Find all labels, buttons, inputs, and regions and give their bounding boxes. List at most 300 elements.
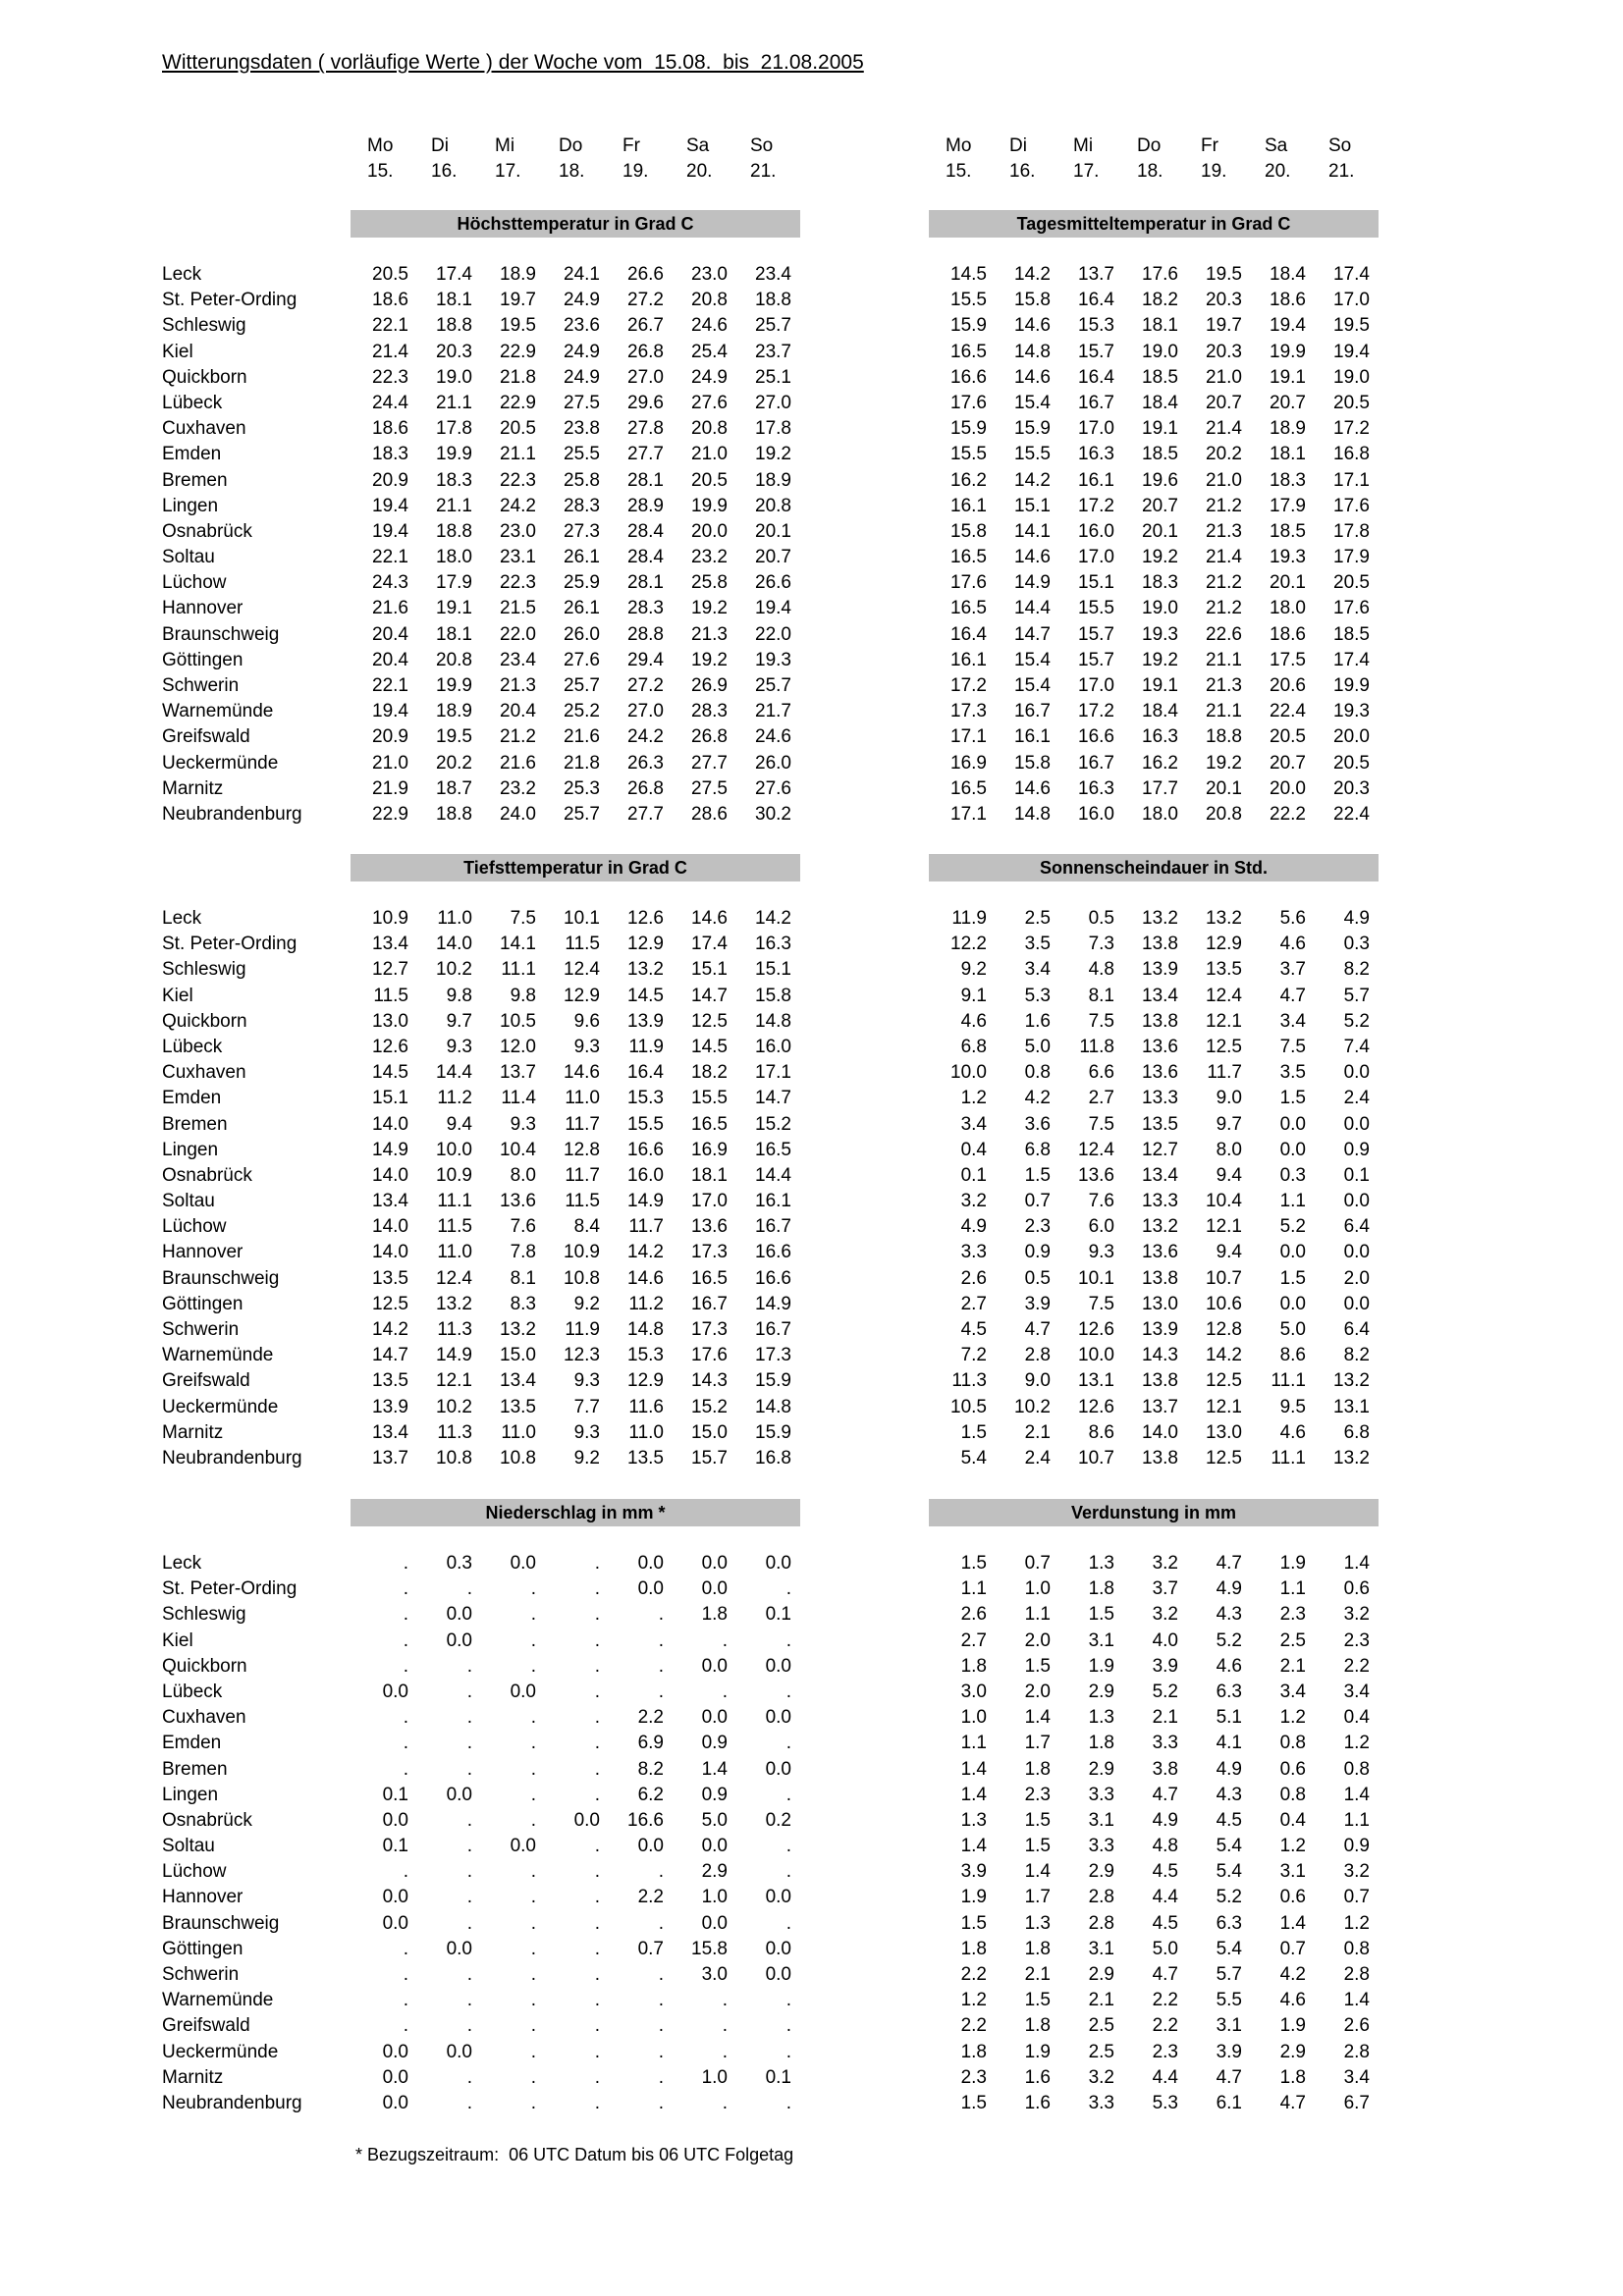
station-name: Quickborn: [162, 1655, 247, 1677]
section-header-tmin: Tiefsttemperatur in Grad C: [351, 854, 800, 881]
table-cell: 12.1: [1206, 1010, 1242, 1032]
table-cell: 11.1: [1271, 1370, 1306, 1392]
table-cell: 4.9: [1152, 1809, 1178, 1831]
table-cell: 24.0: [500, 803, 536, 825]
table-cell: 16.9: [691, 1139, 728, 1160]
table-cell: 18.5: [1333, 623, 1370, 645]
table-cell: 23.8: [564, 418, 600, 440]
station-name: Emden: [162, 1088, 222, 1109]
table-cell: 5.4: [960, 1447, 987, 1468]
table-cell: 5.4: [1216, 1836, 1242, 1857]
table-cell: 0.4: [1343, 1707, 1370, 1729]
table-cell: .: [466, 1578, 472, 1600]
table-cell: 1.5: [960, 2092, 987, 2113]
weekday-label: Sa: [686, 135, 710, 156]
table-cell: 17.8: [1333, 520, 1370, 542]
table-cell: .: [403, 1629, 408, 1651]
table-cell: .: [466, 1681, 472, 1702]
station-name: Schwerin: [162, 1964, 240, 1985]
table-cell: 14.6: [627, 1267, 664, 1289]
table-cell: 14.8: [1014, 341, 1051, 362]
table-cell: 20.7: [1206, 392, 1242, 413]
table-cell: 4.9: [1343, 908, 1370, 929]
table-cell: 13.4: [372, 934, 408, 955]
table-cell: 23.4: [755, 264, 791, 285]
table-cell: 17.9: [436, 572, 472, 594]
station-name: Warnemünde: [162, 1990, 274, 2011]
table-cell: 14.6: [1014, 366, 1051, 388]
table-cell: 1.8: [1024, 2015, 1051, 2037]
table-cell: 5.6: [1279, 908, 1306, 929]
table-cell: 23.7: [755, 341, 791, 362]
weekday-label: Di: [1009, 135, 1027, 156]
table-cell: 18.6: [1270, 623, 1306, 645]
table-cell: 6.3: [1216, 1912, 1242, 1934]
table-cell: .: [530, 1784, 536, 1805]
table-cell: 14.2: [1014, 469, 1051, 491]
table-cell: 22.0: [500, 623, 536, 645]
table-cell: .: [530, 1655, 536, 1677]
table-cell: 18.9: [755, 469, 791, 491]
table-cell: 2.3: [1343, 1629, 1370, 1651]
table-cell: 13.8: [1142, 1447, 1178, 1468]
table-cell: 17.6: [950, 572, 987, 594]
table-cell: 18.3: [1142, 572, 1178, 594]
table-cell: 4.7: [1216, 2066, 1242, 2088]
table-cell: 29.4: [627, 649, 664, 670]
table-cell: 4.6: [1279, 1421, 1306, 1443]
table-cell: 17.4: [691, 934, 728, 955]
table-cell: 18.4: [1142, 701, 1178, 722]
table-cell: 7.7: [573, 1396, 600, 1417]
table-cell: 19.2: [691, 598, 728, 619]
table-cell: 8.1: [510, 1267, 536, 1289]
table-cell: .: [530, 1964, 536, 1985]
table-cell: 0.8: [1343, 1758, 1370, 1780]
table-cell: 16.5: [691, 1113, 728, 1135]
table-cell: 17.9: [1333, 547, 1370, 568]
table-cell: .: [403, 1758, 408, 1780]
table-cell: 17.6: [691, 1345, 728, 1366]
table-cell: 3.2: [960, 1191, 987, 1212]
table-cell: 9.3: [573, 1370, 600, 1392]
table-cell: 25.3: [564, 777, 600, 799]
table-cell: 1.8: [1024, 1758, 1051, 1780]
table-cell: 0.0: [1343, 1293, 1370, 1314]
table-cell: 21.6: [500, 752, 536, 774]
table-cell: 3.4: [960, 1113, 987, 1135]
table-cell: .: [785, 1912, 791, 1934]
table-cell: 16.3: [1078, 444, 1114, 465]
table-cell: .: [594, 1861, 600, 1883]
table-cell: 8.6: [1088, 1421, 1114, 1443]
table-cell: 0.4: [1279, 1809, 1306, 1831]
table-cell: 27.7: [691, 752, 728, 774]
table-cell: 6.2: [637, 1784, 664, 1805]
table-cell: 5.2: [1152, 1681, 1178, 1702]
table-cell: 2.2: [960, 2015, 987, 2037]
table-cell: 7.5: [1088, 1113, 1114, 1135]
station-name: Braunschweig: [162, 1912, 280, 1934]
table-cell: .: [530, 1733, 536, 1754]
table-cell: 13.0: [1206, 1421, 1242, 1443]
table-cell: .: [594, 1707, 600, 1729]
table-cell: 12.1: [436, 1370, 472, 1392]
table-cell: .: [594, 1681, 600, 1702]
table-cell: 0.0: [701, 1836, 728, 1857]
station-name: Lingen: [162, 495, 219, 516]
table-cell: 1.2: [1279, 1707, 1306, 1729]
table-cell: 16.6: [755, 1267, 791, 1289]
table-cell: 3.6: [1024, 1113, 1051, 1135]
table-cell: 27.7: [627, 803, 664, 825]
table-cell: 3.5: [1279, 1062, 1306, 1084]
table-cell: 13.7: [1078, 264, 1114, 285]
table-cell: 14.6: [564, 1062, 600, 1084]
table-cell: 0.0: [1279, 1139, 1306, 1160]
table-cell: 5.3: [1152, 2092, 1178, 2113]
table-cell: 3.2: [1343, 1861, 1370, 1883]
table-cell: 12.4: [436, 1267, 472, 1289]
table-cell: 13.0: [1142, 1293, 1178, 1314]
table-cell: 18.2: [691, 1062, 728, 1084]
table-cell: 20.8: [755, 495, 791, 516]
table-cell: 2.3: [1024, 1216, 1051, 1238]
table-cell: 0.6: [1343, 1578, 1370, 1600]
table-cell: 13.8: [1142, 1010, 1178, 1032]
table-cell: .: [658, 2066, 664, 2088]
table-cell: 14.0: [372, 1242, 408, 1263]
table-cell: 1.4: [1024, 1861, 1051, 1883]
table-cell: 15.4: [1014, 649, 1051, 670]
table-cell: 3.7: [1279, 959, 1306, 981]
table-cell: 1.4: [960, 1836, 987, 1857]
table-cell: 27.6: [755, 777, 791, 799]
table-cell: 11.0: [501, 1421, 536, 1443]
table-cell: .: [403, 1733, 408, 1754]
table-cell: 16.3: [1078, 777, 1114, 799]
table-cell: 6.3: [1216, 1681, 1242, 1702]
table-cell: 0.0: [510, 1836, 536, 1857]
table-cell: 1.5: [1024, 1836, 1051, 1857]
table-cell: 7.5: [1088, 1293, 1114, 1314]
table-cell: 25.8: [564, 469, 600, 491]
table-cell: 26.1: [564, 547, 600, 568]
table-cell: 0.0: [446, 2041, 472, 2062]
table-cell: 14.8: [627, 1319, 664, 1340]
table-cell: 28.3: [564, 495, 600, 516]
section-header-precip: Niederschlag in mm *: [351, 1499, 800, 1526]
table-tmean: [929, 262, 1376, 828]
table-cell: .: [658, 1604, 664, 1626]
table-cell: 17.6: [1333, 495, 1370, 516]
table-cell: 3.7: [1152, 1578, 1178, 1600]
station-name: Hannover: [162, 598, 243, 619]
table-cell: 7.5: [1088, 1010, 1114, 1032]
table-cell: 16.7: [1078, 752, 1114, 774]
table-cell: 1.8: [1024, 1938, 1051, 1959]
table-cell: 14.5: [627, 985, 664, 1006]
table-cell: 13.2: [1333, 1370, 1370, 1392]
table-cell: 0.0: [1279, 1113, 1306, 1135]
table-cell: .: [658, 1629, 664, 1651]
table-cell: 21.1: [1206, 701, 1242, 722]
weekday-label: Fr: [1201, 135, 1218, 156]
table-cell: 3.1: [1088, 1809, 1114, 1831]
table-cell: 13.6: [1078, 1164, 1114, 1186]
table-cell: 12.5: [691, 1010, 728, 1032]
table-cell: .: [722, 1681, 728, 1702]
table-cell: 24.9: [564, 290, 600, 311]
table-cell: 2.5: [1088, 2015, 1114, 2037]
table-cell: 15.4: [1014, 392, 1051, 413]
table-cell: 18.7: [436, 777, 472, 799]
table-cell: 22.3: [500, 572, 536, 594]
table-cell: 15.8: [1014, 752, 1051, 774]
station-name: Quickborn: [162, 1010, 247, 1032]
table-cell: 20.4: [372, 649, 408, 670]
table-cell: 15.5: [1014, 444, 1051, 465]
table-cell: 2.5: [1279, 1629, 1306, 1651]
table-cell: 1.5: [960, 1912, 987, 1934]
table-cell: 0.0: [446, 1938, 472, 1959]
station-name: Warnemünde: [162, 701, 274, 722]
table-cell: 24.1: [564, 264, 600, 285]
table-cell: 1.1: [1024, 1604, 1051, 1626]
table-cell: 23.6: [564, 315, 600, 337]
table-cell: 0.8: [1279, 1784, 1306, 1805]
table-cell: .: [530, 1938, 536, 1959]
table-cell: 25.7: [564, 675, 600, 696]
table-cell: 18.1: [436, 290, 472, 311]
table-cell: 10.9: [564, 1242, 600, 1263]
station-name: Göttingen: [162, 1293, 243, 1314]
table-cell: 7.6: [510, 1216, 536, 1238]
table-cell: 14.6: [1014, 315, 1051, 337]
section-header-tmax: Höchsttemperatur in Grad C: [351, 210, 800, 238]
table-cell: 0.0: [701, 1707, 728, 1729]
table-evap: [929, 1551, 1376, 2116]
table-cell: 1.3: [1024, 1912, 1051, 1934]
table-cell: 0.9: [1343, 1836, 1370, 1857]
table-cell: 2.3: [960, 2066, 987, 2088]
page-title: Witterungsdaten ( vorläufige Werte ) der Woche vom 15.08. bis 21.08.2005: [162, 51, 864, 74]
table-cell: 0.0: [382, 2066, 408, 2088]
table-cell: 24.6: [755, 726, 791, 748]
table-cell: 19.7: [1206, 315, 1242, 337]
table-cell: 22.6: [1206, 623, 1242, 645]
table-cell: 28.4: [627, 520, 664, 542]
table-cell: 1.0: [960, 1707, 987, 1729]
table-cell: 15.2: [755, 1113, 791, 1135]
table-cell: 5.4: [1216, 1861, 1242, 1883]
table-cell: 18.1: [436, 623, 472, 645]
weekday-label: Do: [1137, 135, 1162, 156]
table-cell: 0.0: [573, 1809, 600, 1831]
table-cell: 20.8: [691, 290, 728, 311]
table-cell: 14.6: [691, 908, 728, 929]
table-cell: 26.8: [627, 777, 664, 799]
table-cell: 1.2: [960, 1990, 987, 2011]
table-cell: 0.0: [1279, 1242, 1306, 1263]
table-cell: 22.2: [1270, 803, 1306, 825]
table-cell: 2.9: [701, 1861, 728, 1883]
table-cell: 0.3: [1279, 1164, 1306, 1186]
station-name: Neubrandenburg: [162, 1447, 302, 1468]
table-cell: 1.1: [1279, 1191, 1306, 1212]
table-cell: 12.2: [950, 934, 987, 955]
table-cell: 11.7: [565, 1113, 600, 1135]
table-cell: 9.2: [960, 959, 987, 981]
table-cell: 1.0: [701, 2066, 728, 2088]
table-cell: 14.3: [691, 1370, 728, 1392]
table-cell: .: [785, 1578, 791, 1600]
table-cell: 0.0: [637, 1578, 664, 1600]
table-cell: 1.6: [1024, 1010, 1051, 1032]
station-name: Bremen: [162, 1113, 228, 1135]
table-cell: 0.0: [446, 1784, 472, 1805]
table-cell: 21.1: [500, 444, 536, 465]
table-cell: 1.9: [1024, 2041, 1051, 2062]
table-cell: 14.9: [436, 1345, 472, 1366]
table-cell: 20.5: [1333, 392, 1370, 413]
table-cell: .: [466, 2092, 472, 2113]
table-cell: 25.4: [691, 341, 728, 362]
table-cell: 15.5: [950, 290, 987, 311]
table-cell: 14.2: [372, 1319, 408, 1340]
table-cell: 6.1: [1216, 2092, 1242, 2113]
table-cell: 2.8: [1024, 1345, 1051, 1366]
table-cell: 22.9: [500, 341, 536, 362]
table-cell: 0.0: [446, 1604, 472, 1626]
table-cell: 22.3: [500, 469, 536, 491]
table-cell: 5.0: [701, 1809, 728, 1831]
table-cell: .: [785, 2041, 791, 2062]
table-cell: 21.7: [755, 701, 791, 722]
table-cell: 10.8: [500, 1447, 536, 1468]
table-cell: .: [658, 2092, 664, 2113]
table-cell: 1.6: [1024, 2066, 1051, 2088]
table-cell: 16.6: [755, 1242, 791, 1263]
table-cell: 4.8: [1088, 959, 1114, 981]
table-cell: 13.8: [1142, 1370, 1178, 1392]
table-cell: 13.3: [1142, 1191, 1178, 1212]
table-cell: 0.0: [382, 1912, 408, 1934]
table-cell: 9.2: [573, 1447, 600, 1468]
station-name: St. Peter-Ording: [162, 290, 298, 311]
table-cell: 17.8: [436, 418, 472, 440]
table-cell: 21.2: [1206, 495, 1242, 516]
table-cell: 16.7: [1014, 701, 1051, 722]
table-cell: 7.8: [510, 1242, 536, 1263]
table-cell: 17.1: [755, 1062, 791, 1084]
table-cell: 17.3: [755, 1345, 791, 1366]
table-cell: 16.7: [1078, 392, 1114, 413]
table-cell: 1.4: [1343, 1990, 1370, 2011]
table-cell: 10.0: [950, 1062, 987, 1084]
table-cell: 4.9: [1216, 1578, 1242, 1600]
table-cell: 5.4: [1216, 1938, 1242, 1959]
station-name: Göttingen: [162, 1938, 243, 1959]
date-label: 21.: [1328, 161, 1355, 182]
table-cell: 2.2: [960, 1964, 987, 1985]
table-cell: 3.8: [1152, 1758, 1178, 1780]
table-cell: 18.4: [1142, 392, 1178, 413]
table-cell: .: [658, 1681, 664, 1702]
table-cell: 0.7: [637, 1938, 664, 1959]
table-cell: 13.7: [372, 1447, 408, 1468]
table-cell: 19.9: [691, 495, 728, 516]
table-cell: 12.1: [1206, 1396, 1242, 1417]
section-header-evap: Verdunstung in mm: [929, 1499, 1379, 1526]
table-cell: 2.8: [1088, 1887, 1114, 1908]
table-cell: 2.9: [1088, 1758, 1114, 1780]
table-cell: 3.1: [1088, 1938, 1114, 1959]
table-cell: 19.4: [372, 495, 408, 516]
table-cell: 5.2: [1343, 1010, 1370, 1032]
table-cell: .: [466, 1990, 472, 2011]
table-cell: 1.4: [1024, 1707, 1051, 1729]
table-cell: 22.4: [1333, 803, 1370, 825]
table-cell: .: [403, 1604, 408, 1626]
table-cell: 14.0: [372, 1164, 408, 1186]
station-name: St. Peter-Ording: [162, 1578, 298, 1600]
table-cell: 15.2: [691, 1396, 728, 1417]
table-cell: 4.7: [1279, 2092, 1306, 2113]
table-cell: 17.0: [1078, 418, 1114, 440]
date-label: 20.: [686, 161, 713, 182]
table-cell: 4.5: [960, 1319, 987, 1340]
table-cell: 7.4: [1343, 1036, 1370, 1057]
table-cell: 20.8: [691, 418, 728, 440]
table-cell: 18.3: [436, 469, 472, 491]
table-cell: 1.3: [1088, 1553, 1114, 1574]
table-cell: 13.9: [372, 1396, 408, 1417]
table-cell: 13.2: [1333, 1447, 1370, 1468]
table-cell: 15.9: [755, 1421, 791, 1443]
table-cell: 16.5: [950, 547, 987, 568]
table-cell: 10.2: [1014, 1396, 1051, 1417]
table-cell: 0.0: [1343, 1191, 1370, 1212]
table-cell: 8.2: [637, 1758, 664, 1780]
table-cell: 15.1: [1014, 495, 1051, 516]
table-cell: .: [594, 1733, 600, 1754]
section-header-sun: Sonnenscheindauer in Std.: [929, 854, 1379, 881]
table-cell: 24.2: [500, 495, 536, 516]
table-cell: 17.1: [1333, 469, 1370, 491]
table-cell: 13.5: [372, 1267, 408, 1289]
table-cell: 17.3: [691, 1242, 728, 1263]
table-cell: 28.8: [627, 623, 664, 645]
station-name: Schleswig: [162, 959, 246, 981]
table-cell: 14.7: [755, 1088, 791, 1109]
table-cell: 14.3: [1142, 1345, 1178, 1366]
table-cell: 3.4: [1279, 1681, 1306, 1702]
station-name: Emden: [162, 1733, 222, 1754]
table-cell: 3.3: [1088, 1836, 1114, 1857]
table-cell: 19.3: [1333, 701, 1370, 722]
table-cell: 17.3: [691, 1319, 728, 1340]
table-cell: 30.2: [755, 803, 791, 825]
table-cell: 13.8: [1142, 1267, 1178, 1289]
table-cell: 2.2: [637, 1887, 664, 1908]
table-cell: 21.3: [691, 623, 728, 645]
table-cell: .: [785, 1784, 791, 1805]
weekday-label: Mi: [1073, 135, 1094, 156]
table-cell: 21.8: [564, 752, 600, 774]
station-name: Lingen: [162, 1139, 219, 1160]
table-cell: 20.3: [1333, 777, 1370, 799]
